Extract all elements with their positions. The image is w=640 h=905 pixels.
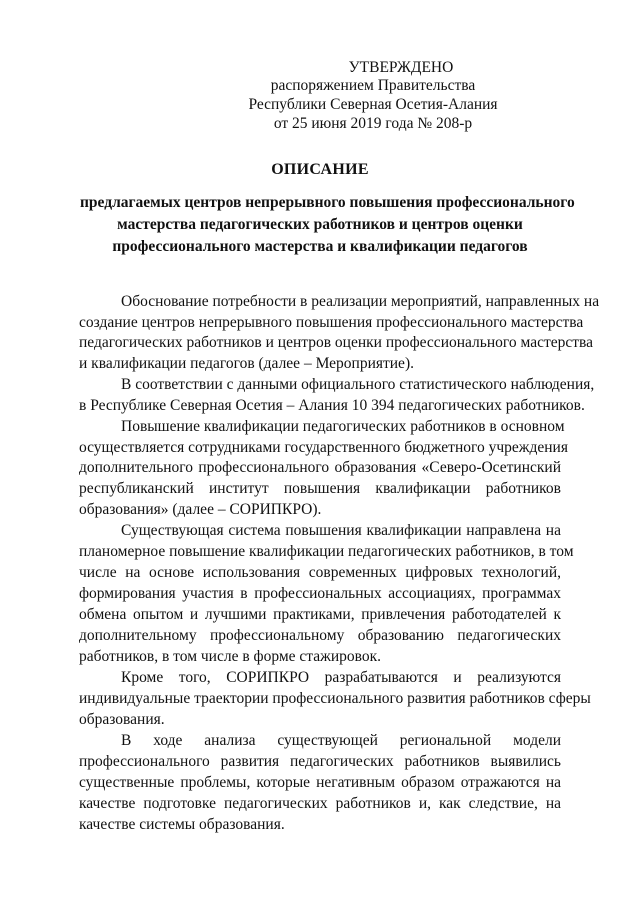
paragraph-6-line: существенные проблемы, которые негативным образом отражаются на (79, 774, 561, 791)
approval-line-republic: Республики Северная Осетия-Алания (248, 96, 498, 113)
approval-line-approved: УТВЕРЖДЕНО (348, 59, 454, 76)
paragraph-4-line: планомерное повышение квалификации педагогических работников, в том (79, 543, 574, 560)
paragraph-5-line: Кроме того, СОРИПКРО разрабатываются и реализуются (121, 669, 561, 686)
paragraph-3-line: дополнительного профессионального образования «Северо-Осетинский (79, 459, 561, 476)
paragraph-6-line: В ходе анализа существующей региональной модели (121, 732, 561, 749)
paragraph-4-line: формирования участия в профессиональных ассоциациях, программах (79, 585, 561, 602)
paragraph-2-line: в Республике Северная Осетия – Алания 10 394 педагогических работников. (79, 397, 585, 414)
paragraph-6-line: качестве системы образования. (79, 816, 285, 833)
paragraph-3-line: Повышение квалификации педагогических работников в основном (121, 418, 565, 435)
paragraph-6-line: качестве подготовке педагогических работников и, как следствие, на (79, 795, 561, 812)
approval-line-order: распоряжением Правительства (270, 77, 476, 94)
paragraph-4-line: числе на основе использования современных цифровых технологий, (79, 564, 561, 581)
paragraph-1-line: педагогических работников и центров оценки профессионального мастерства (79, 334, 594, 351)
subtitle-line: профессионального мастерства и квалификации педагогов (112, 238, 528, 255)
paragraph-4-line: дополнительному профессиональному образованию педагогических (79, 627, 561, 644)
paragraph-6-line: профессионального развития педагогических работников выявились (79, 753, 561, 770)
document-subtitle (80, 192, 575, 258)
paragraph-5-line: индивидуальные траектории профессионального развития работников сферы (79, 690, 591, 707)
paragraph-3-line: образования» (далее – СОРИПКРО). (79, 501, 322, 518)
paragraph-3-line: республиканский институт повышения квалификации работников (79, 480, 561, 497)
document-title: ОПИСАНИЕ (271, 161, 369, 178)
paragraph-5-line: образования. (79, 711, 165, 728)
subtitle-line: мастерства педагогических работников и центров оценки (117, 216, 523, 233)
paragraph-1-line: создание центров непрерывного повышения профессионального мастерства (79, 314, 584, 331)
paragraph-1-line: и квалификации педагогов (далее – Мероприятие). (79, 355, 414, 372)
paragraph-4-line: Существующая система повышения квалификации направлена на (121, 522, 561, 539)
paragraph-4-line: обмена опытом и лучшими практиками, привлечения работодателей к (79, 606, 561, 623)
paragraph-2-line: В соответствии с данными официального статистического наблюдения, (121, 376, 595, 393)
paragraph-4-line: работников, в том числе в форме стажировок. (79, 648, 382, 665)
paragraph-1-line: Обоснование потребности в реализации мероприятий, направленных на (121, 293, 600, 310)
paragraph-3-line: осуществляется сотрудниками государственного бюджетного учреждения (79, 439, 568, 456)
subtitle-line: предлагаемых центров непрерывного повышения профессионального (80, 194, 575, 211)
approval-line-date-number: от 25 июня 2019 года № 208-р (273, 115, 473, 132)
